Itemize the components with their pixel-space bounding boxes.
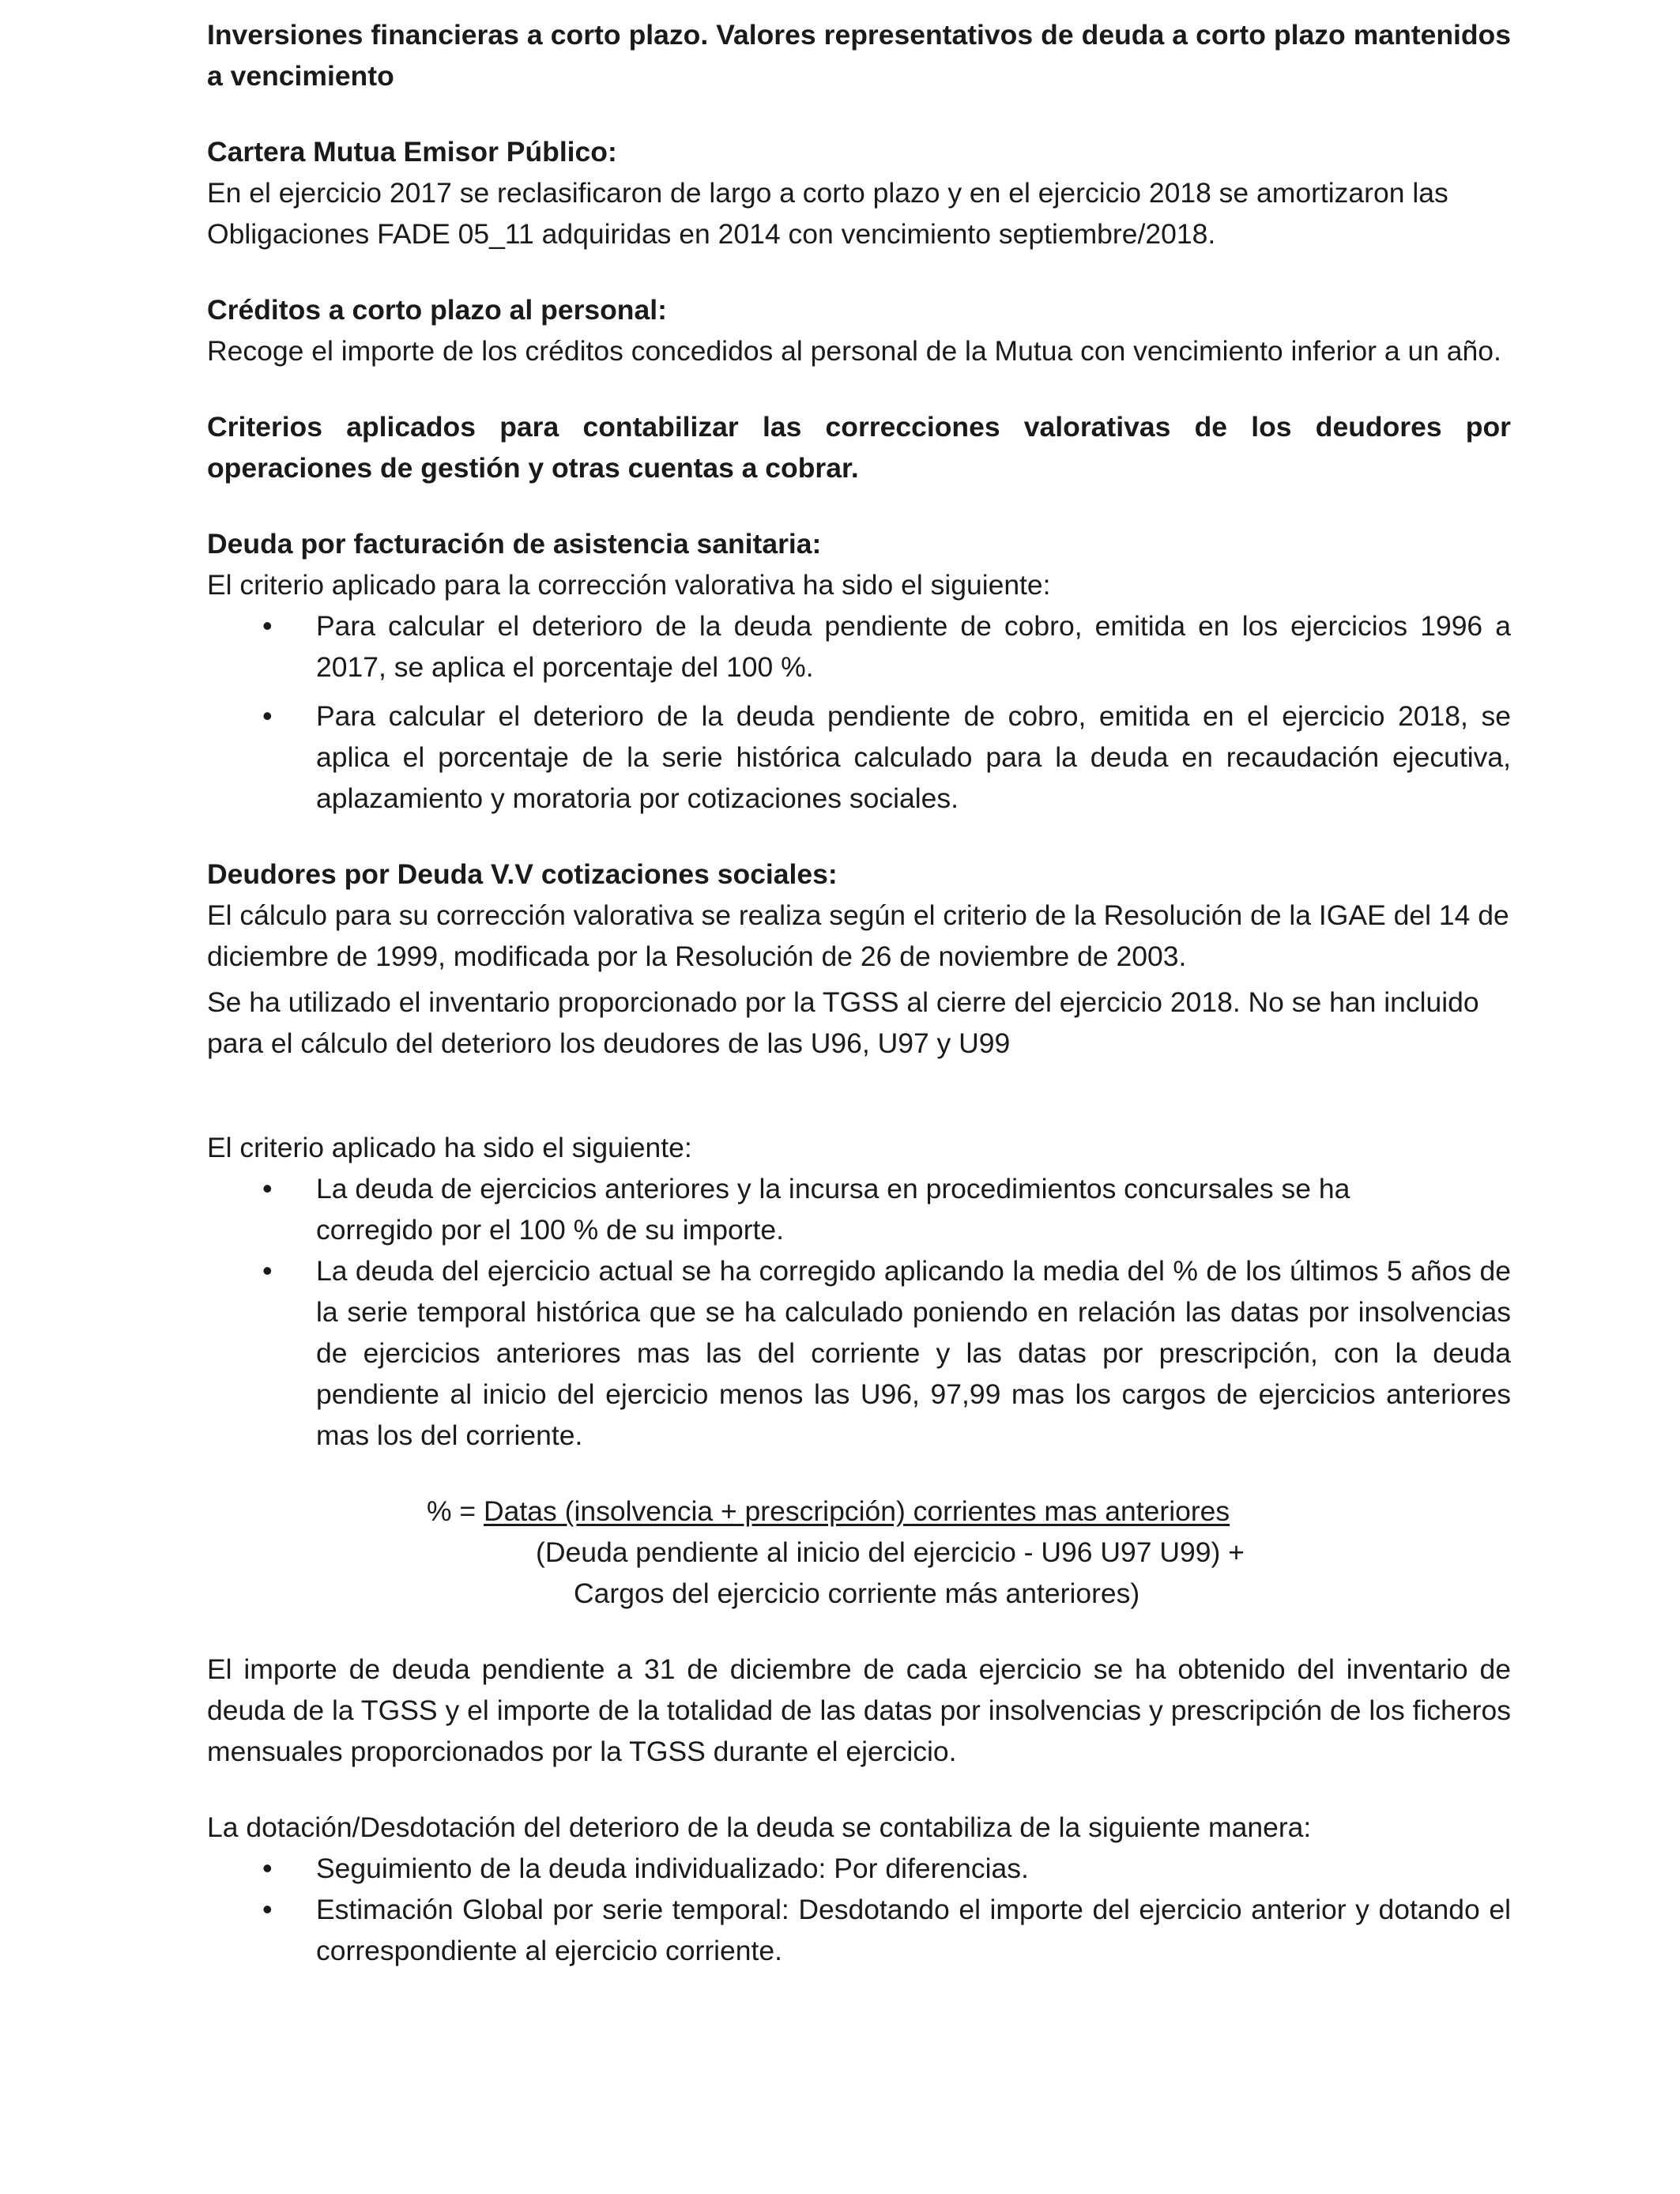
bullet-icon: • xyxy=(262,1852,273,1884)
formula-denominator-2: Cargos del ejercicio corriente más anteriores) xyxy=(574,1578,1140,1609)
formula-numerator-line xyxy=(207,1491,1511,1532)
list-item xyxy=(207,1889,1511,1971)
list-item-text: Para calcular el deterioro de la deuda pendiente de cobro, emitida en el ejercicio 2018, se aplica el porcentaje de la serie histórica calculado para la deuda en recaudación ejecutiva, aplazamiento y moratoria por cotizaciones sociales. xyxy=(316,700,1511,814)
formula xyxy=(207,1491,1511,1614)
paragraph-deudores-vv-3: El criterio aplicado ha sido el siguiente: xyxy=(207,1132,692,1163)
list-item-text: La deuda de ejercicios anteriores y la incursa en procedimientos concursales se ha corregido por el 100 % de su importe. xyxy=(316,1173,1350,1246)
list-dotacion xyxy=(207,1848,1511,1971)
bullet-icon: • xyxy=(262,699,273,732)
formula-prefix: % = xyxy=(427,1495,477,1527)
document-page xyxy=(207,14,1511,1971)
paragraph-deudores-vv-1: El cálculo para su corrección valorativa se realiza según el criterio de la Resolución de la IGAE del 14 de diciembre de 1999, modificada por la Resolución de 26 de noviembre de 2003. xyxy=(207,899,1509,972)
formula-denominator-1: (Deuda pendiente al inicio del ejercicio - U96 U97 U99) + xyxy=(536,1536,1245,1568)
paragraph-deudores-vv-2: Se ha utilizado el inventario proporcionado por la TGSS al cierre del ejercicio 2018. No se han incluido para el cálculo del deterioro los deudores de las U96, U97 y U99 xyxy=(207,986,1479,1059)
list-item-text: La deuda del ejercicio actual se ha corregido aplicando la media del % de los últimos 5 años de la serie temporal histórica que se ha calculado poniendo en relación las datas por insolvencias de ejercicios anteriores mas las del corriente y las datas por prescripción, con la deuda pendiente al inicio del ejercicio menos las U96, 97,99 mas los cargos de ejercicios anteriores mas los del corriente. xyxy=(316,1255,1511,1451)
list-item xyxy=(207,696,1511,819)
list-item xyxy=(207,1848,1511,1889)
list-item xyxy=(207,1168,1511,1250)
list-item-text: Estimación Global por serie temporal: Desdotando el importe del ejercicio anterior y dotando el correspondiente al ejercicio corriente. xyxy=(316,1894,1511,1966)
bullet-icon: • xyxy=(262,609,273,642)
heading-deudores-vv: Deudores por Deuda V.V cotizaciones sociales: xyxy=(207,858,838,890)
paragraph-dotacion: La dotación/Desdotación del deterioro de la deuda se contabiliza de la siguiente manera: xyxy=(207,1811,1312,1843)
heading-deuda-facturacion: Deuda por facturación de asistencia sanitaria: xyxy=(207,528,822,560)
paragraph-cartera: En el ejercicio 2017 se reclasificaron de largo a corto plazo y en el ejercicio 2018 se amortizaron las Obligaciones FADE 05_11 adquiridas en 2014 con vencimiento septiembre/2018. xyxy=(207,177,1448,250)
list-item-text: Para calcular el deterioro de la deuda pendiente de cobro, emitida en los ejercicios 1996 a 2017, se aplica el porcentaje del 100 %. xyxy=(316,610,1511,683)
paragraph-creditos: Recoge el importe de los créditos concedidos al personal de la Mutua con vencimiento inferior a un año. xyxy=(207,335,1501,367)
bullet-icon: • xyxy=(262,1893,273,1925)
list-deudores-vv xyxy=(207,1168,1511,1456)
bullet-icon: • xyxy=(262,1172,273,1204)
heading-creditos: Créditos a corto plazo al personal: xyxy=(207,294,667,326)
list-item-text: Seguimiento de la deuda individualizado: Por diferencias. xyxy=(316,1853,1029,1884)
heading-cartera: Cartera Mutua Emisor Público: xyxy=(207,136,617,168)
paragraph-deuda-facturacion-intro: El criterio aplicado para la corrección valorativa ha sido el siguiente: xyxy=(207,569,1051,601)
heading-criterios: Criterios aplicados para contabilizar las correcciones valorativas de los deudores por operaciones de gestión y otras cuentas a cobrar. xyxy=(207,411,1511,484)
list-item xyxy=(207,1250,1511,1456)
list-deuda-facturacion xyxy=(207,605,1511,819)
paragraph-importe: El importe de deuda pendiente a 31 de diciembre de cada ejercicio se ha obtenido del inventario de deuda de la TGSS y el importe de la totalidad de las datas por insolvencias y prescripción de los ficheros mensuales proporcionados por la TGSS durante el ejercicio. xyxy=(207,1653,1511,1767)
formula-numerator: Datas (insolvencia + prescripción) corrientes mas anteriores xyxy=(484,1495,1230,1527)
bullet-icon: • xyxy=(262,1254,273,1287)
list-item xyxy=(207,605,1511,688)
section-title-inversiones: Inversiones financieras a corto plazo. Valores representativos de deuda a corto plazo mantenidos a vencimiento xyxy=(207,19,1511,92)
